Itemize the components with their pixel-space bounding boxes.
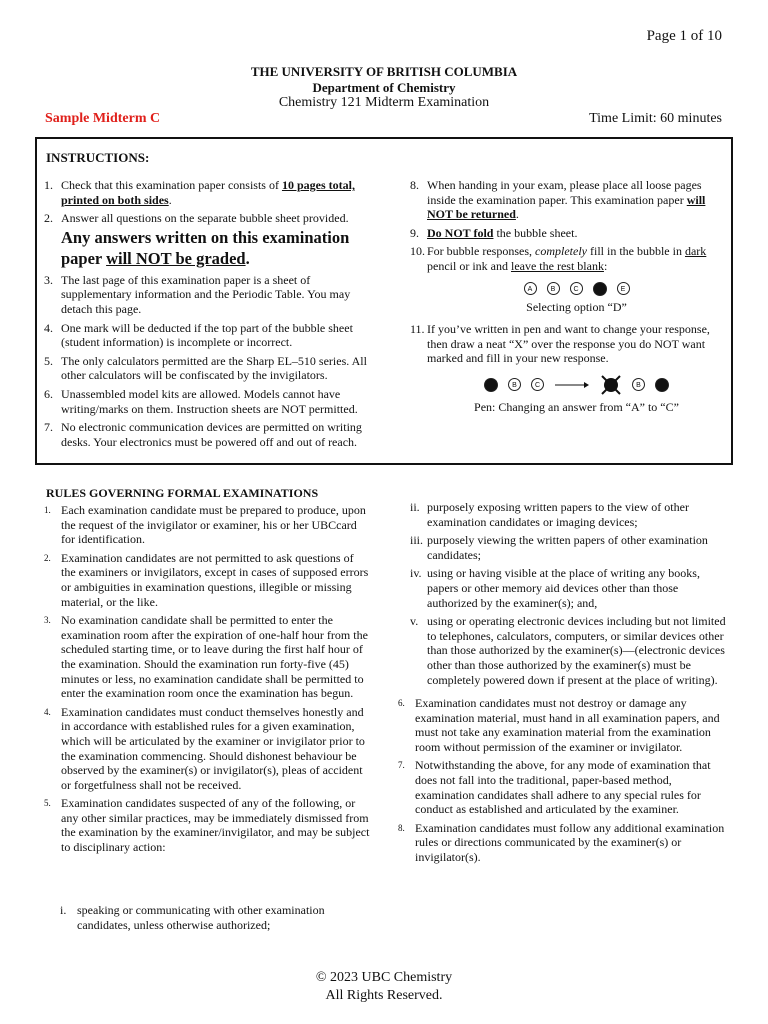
bubble-example-change-answer	[427, 374, 726, 396]
instruction-item: 3. The last page of this examination paper is a sheet of supplementary information and the Periodic Table. You may detach this page.	[44, 272, 351, 316]
instructions-title: INSTRUCTIONS:	[46, 150, 150, 165]
bubble-caption-1: Selecting option “D”	[526, 299, 627, 314]
rules-left-list	[44, 503, 370, 859]
instruction-item: 4. One mark will be deducted if the top part of the bubble sheet (student information) is incomplete or incorrect.	[44, 320, 353, 350]
rule-subitem: iii. purposely viewing the written papers of other examination candidates;	[410, 533, 708, 562]
rules-roman-right-list	[410, 500, 728, 691]
instruction-item: 10. For bubble responses, completely fill in the bubble in dark pencil or ink and leave the rest blank: A B C E Selecting option “D”	[410, 244, 726, 314]
instruction-item: 1. Check that this examination paper consists of 10 pages total, printed on both sides.	[44, 178, 355, 207]
time-limit: Time Limit: 60 minutes	[589, 111, 722, 126]
crossed-bubble-icon	[600, 374, 622, 396]
rule-item: 5. Examination candidates suspected of any of the following, or any other similar practices, may be immediately dismissed from the examination by the examiner/invigilator, and may be subject to disciplinary action:	[44, 796, 370, 855]
instruction-item: 8. When handing in your exam, please place all loose pages inside the examination paper. This examination paper will NOT be returned.	[410, 178, 706, 222]
bubble-filled-icon	[484, 378, 498, 392]
instruction-item: 9. Do NOT fold the bubble sheet.	[410, 225, 578, 240]
instructions-right-list	[410, 178, 726, 423]
rule-item: 3. No examination candidate shall be permitted to enter the examination room after the expiration of one-half hour from the scheduled starting time, or to leave during the first half hour of the examination. Should the examination run forty-five (45) minutes or less, no examination candidate shall be permitted to enter the examination room once the examination has begun.	[44, 613, 368, 701]
rules-right-list	[398, 696, 728, 869]
rules-roman-left-list	[60, 903, 360, 936]
bubble-example-select-d	[427, 282, 726, 296]
rule-subitem: i. speaking or communicating with other examination candidates, unless otherwise authorized;	[60, 903, 325, 932]
instruction-item: 11. If you’ve written in pen and want to change your response, then draw a neat “X” over the response you do NOT want marked and fill in your new response. B C B Pen: Changing an answer from “A” to “C”	[410, 322, 726, 414]
rule-subitem: ii. purposely exposing written papers to the view of other examination candidates or imaging devices;	[410, 500, 689, 529]
bubble-c-icon: C	[531, 378, 544, 391]
instructions-left-list	[44, 178, 376, 453]
sample-label: Sample Midterm C	[45, 111, 161, 126]
instruction-item: 2. Answer all questions on the separate bubble sheet provided. Any answers written on this examination paper will NOT be graded.	[44, 211, 376, 269]
bubble-filled-icon	[655, 378, 669, 392]
rule-subitem: iv. using or having visible at the place of writing any books, papers or other memory aid devices other than those authorized by the examiner(s); and,	[410, 566, 700, 610]
instruction-item: 5. The only calculators permitted are the Sharp EL–510 series. All other calculators will be confiscated by the invigilators.	[44, 353, 367, 383]
grading-warning: Any answers written on this examination paper will NOT be graded.	[61, 227, 350, 268]
rule-subitem: v. using or operating electronic devices including but not limited to telephones, calculators, computers, or similar devices other than those authorized by the examiner(s)—(electronic devices other than those authorized by the examiner(s) must be completely powered down if present at the place of writing).	[410, 614, 726, 687]
bubble-c-icon: C	[570, 282, 583, 295]
rule-item: 8. Examination candidates must follow any additional examination rules or directions communicated by the examiner(s) or invigilator(s).	[398, 820, 725, 864]
instruction-item: 6. Unassembled model kits are allowed. Models cannot have writing/marks on them. Instruction sheets are NOT permitted.	[44, 386, 358, 416]
rule-item: 2. Examination candidates are not permitted to ask questions of the examiners or invigilators, except in cases of supposed errors or ambiguities in examination questions, illegible or missing material, or the like.	[44, 550, 369, 609]
department-name: Department of Chemistry	[312, 80, 456, 95]
rule-item: 1. Each examination candidate must be prepared to produce, upon the request of the invigilator or examiner, his or her UBCcard for identification.	[44, 503, 366, 547]
instruction-item: 7. No electronic communication devices are permitted on writing desks. Your electronics must be powered off and out of reach.	[44, 420, 362, 449]
rules-title: RULES GOVERNING FORMAL EXAMINATIONS	[46, 486, 319, 500]
rule-item: 4. Examination candidates must conduct themselves honestly and in accordance with established rules for a given examination, which will be articulated by the examiner or invigilator prior to the examination commencing. Should dishonest behaviour be observed by the examiner(s) or invigilator(s), pleas of accident or forgetfulness shall not be received.	[44, 704, 365, 792]
page-number: Page 1 of 10	[646, 28, 722, 44]
bubble-b-icon: B	[508, 378, 521, 391]
copyright: © 2023 UBC Chemistry	[315, 970, 453, 985]
bubble-caption-2: Pen: Changing an answer from “A” to “C”	[474, 399, 679, 414]
rule-item: 6. Examination candidates must not destroy or damage any examination material, must hand in all examination papers, and must not take any examination material from the examination room without permission of the examiner or invigilator.	[398, 696, 720, 754]
bubble-b-icon: B	[547, 282, 560, 295]
course-title: Chemistry 121 Midterm Examination	[278, 95, 490, 110]
rule-item: 7. Notwithstanding the above, for any mode of examination that does not fall into the traditional, paper-based method, examination candidates shall adhere to any special rules for conduct as established and articulated by the examiner.	[398, 758, 711, 817]
all-rights-reserved: All Rights Reserved.	[325, 988, 443, 1003]
bubble-filled-icon	[593, 282, 607, 296]
bubble-b-icon: B	[632, 378, 645, 391]
arrow-right-icon	[554, 380, 590, 390]
university-name: THE UNIVERSITY OF BRITISH COLUMBIA	[250, 64, 518, 79]
bubble-a-icon: A	[524, 282, 537, 295]
bubble-e-icon: E	[617, 282, 630, 295]
